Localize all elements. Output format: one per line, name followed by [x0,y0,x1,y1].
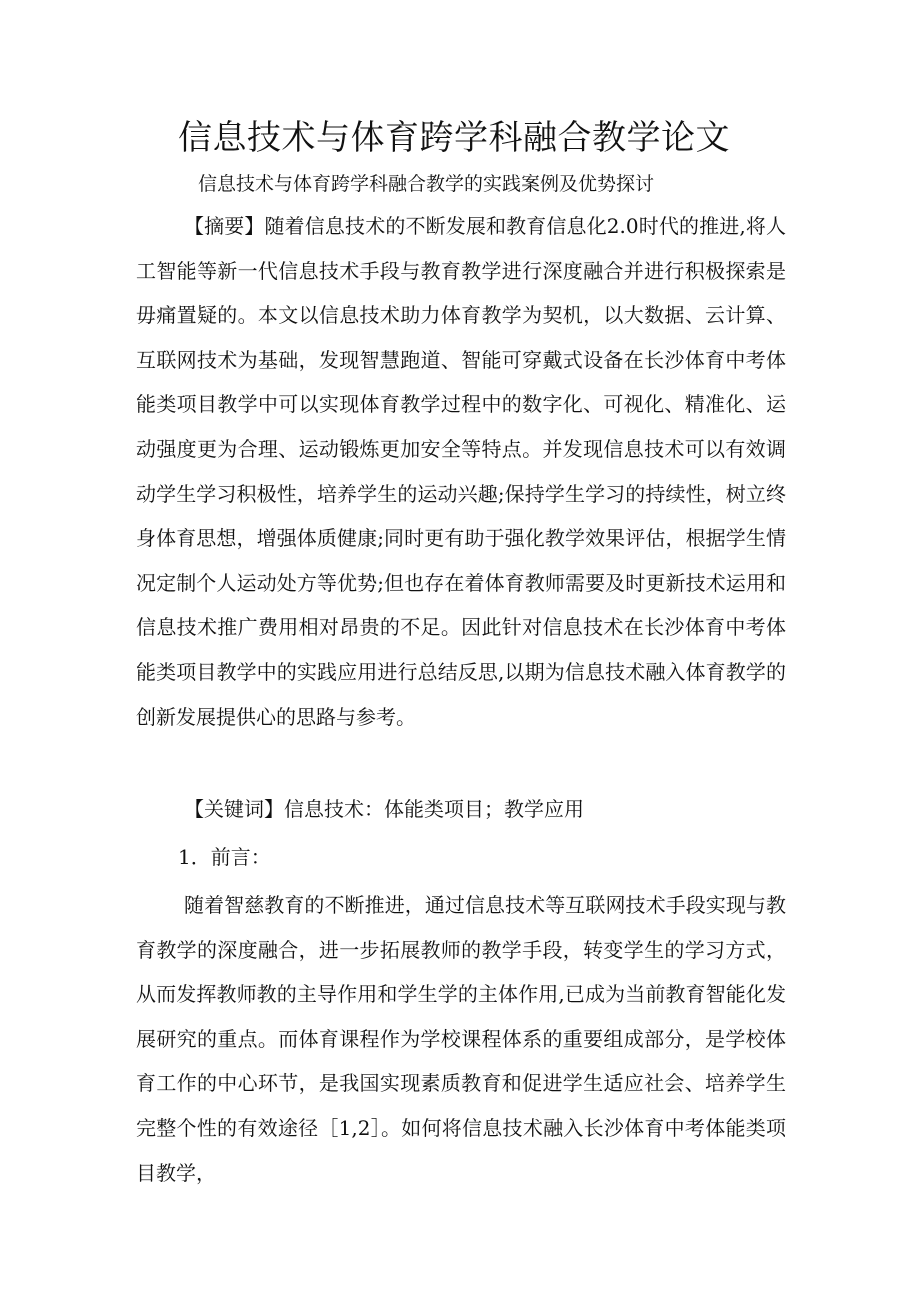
keywords-line: 【关键词】信息技术：体能类项目；教学应用 [184,797,584,821]
document-title: 信息技术与体育跨学科融合教学论文 [178,118,730,158]
abstract-paragraph: 【摘要】随着信息技术的不断发展和教育信息化2.0时代的推进,将人工智能等新一代信息技术手段与教育教学进行深度融合并进行积极探索是毋痛置疑的。本文以信息技术助力体育教学为契机，以大数据、云计算、互联网技术为基础，发现智慧跑道、智能可穿戴式设备在长沙体育中考体能类项目教学中可以实现体育教学过程中的数字化、可视化、精准化、运动强度更为合理、运动锻炼更加安全等特点。并发现信息技术可以有效调动学生学习积极性，培养学生的运动兴趣;保持学生学习的持续性，树立终身体育思想，增强体质健康;同时更有助于强化教学效果评估，根据学生情况定制个人运动处方等优势;但也存在着体育教师需要及时更新技术运用和信息技术推广费用相对昂贵的不足。因此针对信息技术在长沙体育中考体能类项目教学中的实践应用进行总结反思,以期为信息技术融入体育教学的创新发展提供心的思路与参考。 [136,214,786,729]
intro-paragraph: 随着智慈教育的不断推进，通过信息技术等互联网技术手段实现与教育教学的深度融合，进一步拓展教师的教学手段，转变学生的学习方式，从而发挥教师教的主导作用和学生学的主体作用,已成为当前教育智能化发展研究的重点。而体育课程作为学校课程体系的重要组成部分，是学校体育工作的中心环节，是我国实现素质教育和促进学生适应社会、培养学生完整个性的有效途径［1,2］。如何将信息技术融入长沙体育中考体能类项目教学， [136,893,786,1185]
section-heading-preface: 1．前言： [178,845,271,869]
document-subtitle: 信息技术与体育跨学科融合教学的实践案例及优势探讨 [198,173,655,195]
